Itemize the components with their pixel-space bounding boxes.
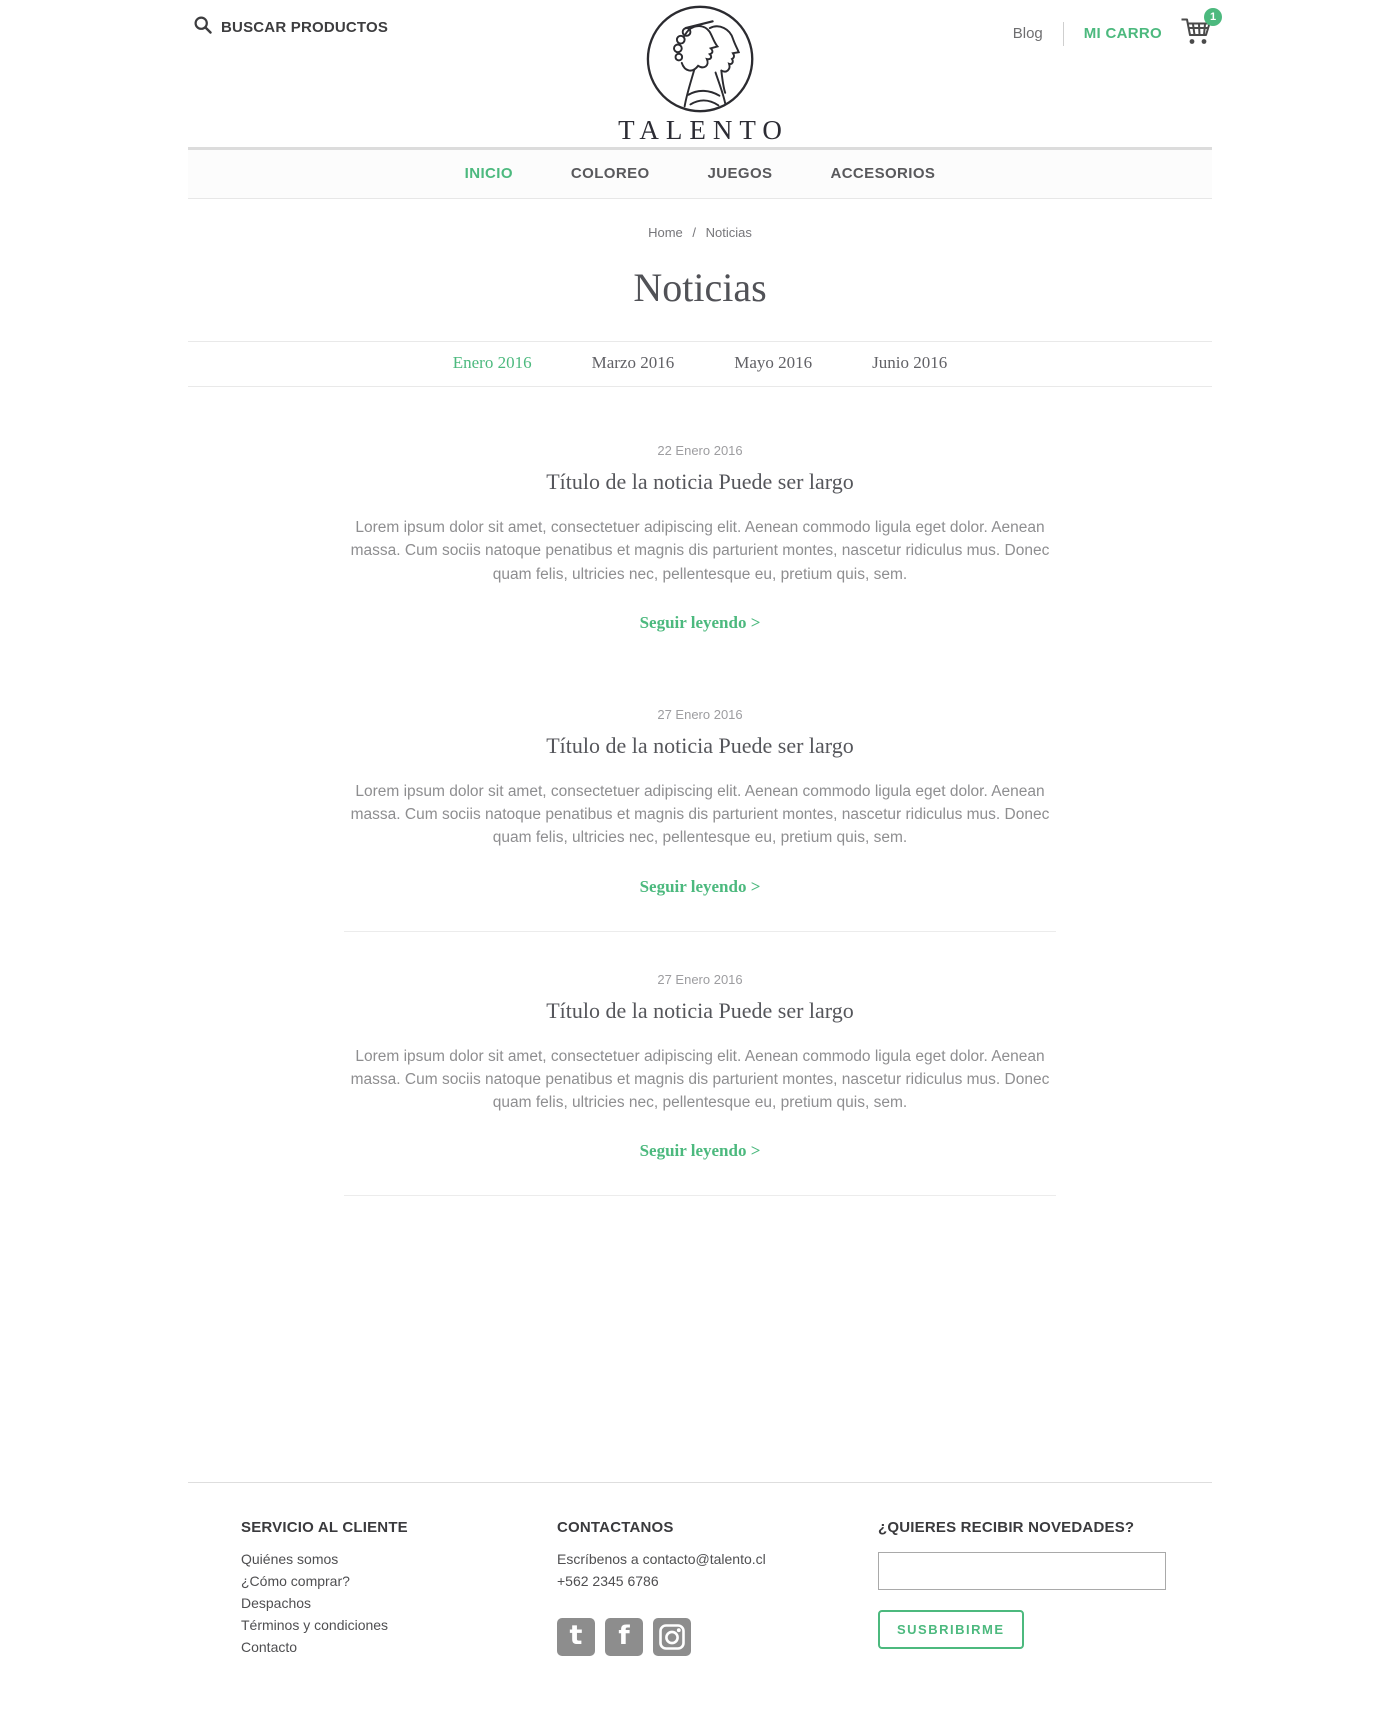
nav-item-juegos[interactable]: JUEGOS (707, 165, 773, 182)
tab-marzo-2016[interactable]: Marzo 2016 (591, 353, 675, 372)
social-links (557, 1618, 878, 1656)
breadcrumb-separator: / (692, 225, 697, 240)
twitter-icon[interactable]: t (557, 1618, 595, 1656)
news-title: Título de la noticia Puede ser largo (546, 469, 854, 494)
footer-heading-service: SERVICIO AL CLIENTE (241, 1519, 408, 1536)
tab-mayo-2016[interactable]: Mayo 2016 (734, 353, 813, 372)
news-list (344, 387, 1056, 1196)
nav-item-coloreo[interactable]: COLOREO (570, 165, 650, 182)
news-body: Lorem ipsum dolor sit amet, consectetuer adipiscing elit. Aenean commodo ligula eget dolor. Aenean massa. Cum sociis natoque penatibus et magnis dis parturient montes, nascetur ridiculus mus. Donec quam felis, ultricies nec, pellentesque eu, pretium quis, sem. (350, 1047, 1050, 1111)
nav-item-accesorios[interactable]: ACCESORIOS (830, 165, 936, 182)
footer-contact-email[interactable]: Escríbenos a contacto@talento.cl (557, 1551, 766, 1567)
footer-link-como-comprar[interactable]: ¿Cómo comprar? (241, 1573, 350, 1589)
read-more-link[interactable]: Seguir leyendo > (639, 612, 761, 632)
news-item (344, 443, 1056, 667)
search-icon (194, 16, 212, 39)
newsletter-heading: ¿QUIERES RECIBIR NOVEDADES? (878, 1519, 1135, 1536)
cart-icon (1180, 33, 1212, 50)
main-content (188, 199, 1212, 1482)
footer-contact-phone: +562 2345 6786 (557, 1573, 659, 1589)
footer-heading-contact: CONTACTANOS (557, 1519, 674, 1536)
blog-link[interactable]: Blog (1012, 25, 1043, 42)
tab-junio-2016[interactable]: Junio 2016 (872, 353, 948, 372)
instagram-icon[interactable] (653, 1618, 691, 1656)
my-cart-link[interactable]: MI CARRO (1083, 25, 1162, 42)
breadcrumb (188, 199, 1212, 240)
breadcrumb-home[interactable]: Home (648, 225, 683, 240)
cart-button[interactable] (1180, 11, 1217, 51)
newsletter-email-input[interactable] (878, 1552, 1166, 1590)
read-more-link[interactable]: Seguir leyendo > (639, 1141, 761, 1161)
main-nav (188, 147, 1212, 199)
footer-link-despachos[interactable]: Despachos (241, 1595, 312, 1611)
news-item (344, 972, 1056, 1197)
news-title: Título de la noticia Puede ser largo (546, 997, 854, 1023)
cart-count-badge: 1 (1204, 8, 1222, 26)
brand-name: TALENTO (618, 115, 789, 145)
footer-link-quienes-somos[interactable]: Quiénes somos (241, 1551, 339, 1567)
header-divider (1063, 22, 1064, 46)
month-tabs (188, 341, 1212, 387)
search-products[interactable] (194, 16, 388, 39)
news-date: 22 Enero 2016 (657, 443, 743, 458)
news-date: 27 Enero 2016 (657, 971, 743, 987)
footer-link-contacto[interactable]: Contacto (241, 1639, 298, 1655)
page-title: Noticias (633, 265, 767, 310)
news-item (344, 707, 1056, 932)
tab-enero-2016[interactable]: Enero 2016 (452, 353, 532, 372)
footer-link-terminos[interactable]: Términos y condiciones (241, 1617, 389, 1633)
footer-newsletter-column (878, 1519, 1212, 1658)
brand-logo[interactable] (611, 2, 789, 146)
facebook-icon[interactable]: f (605, 1618, 643, 1656)
news-body: Lorem ipsum dolor sit amet, consectetuer adipiscing elit. Aenean commodo ligula eget dolor. Aenean massa. Cum sociis natoque penatibus et magnis dis parturient montes, nascetur ridiculus mus. Donec quam felis, ultricies nec, pellentesque eu, pretium quis, sem. (350, 782, 1050, 847)
nav-item-inicio[interactable]: INICIO (464, 165, 513, 182)
read-more-link[interactable]: Seguir leyendo > (639, 876, 761, 896)
breadcrumb-current: Noticias (705, 225, 752, 240)
footer-service-column (241, 1519, 557, 1658)
site-header (188, 0, 1217, 147)
header-actions (1012, 11, 1217, 51)
search-label: BUSCAR PRODUCTOS (221, 19, 389, 36)
subscribe-button[interactable]: SUSBRIBIRME (878, 1610, 1024, 1649)
news-date: 27 Enero 2016 (657, 706, 743, 722)
site-footer (188, 1482, 1212, 1658)
footer-contact-column (557, 1519, 878, 1658)
news-body: Lorem ipsum dolor sit amet, consectetuer adipiscing elit. Aenean commodo ligula eget dolor. Aenean massa. Cum sociis natoque penatibus et magnis dis parturient montes, nascetur ridiculus mus. Donec quam felis, ultricies nec, pellentesque eu, pretium quis, sem. (350, 519, 1050, 583)
news-title: Título de la noticia Puede ser largo (546, 732, 854, 758)
